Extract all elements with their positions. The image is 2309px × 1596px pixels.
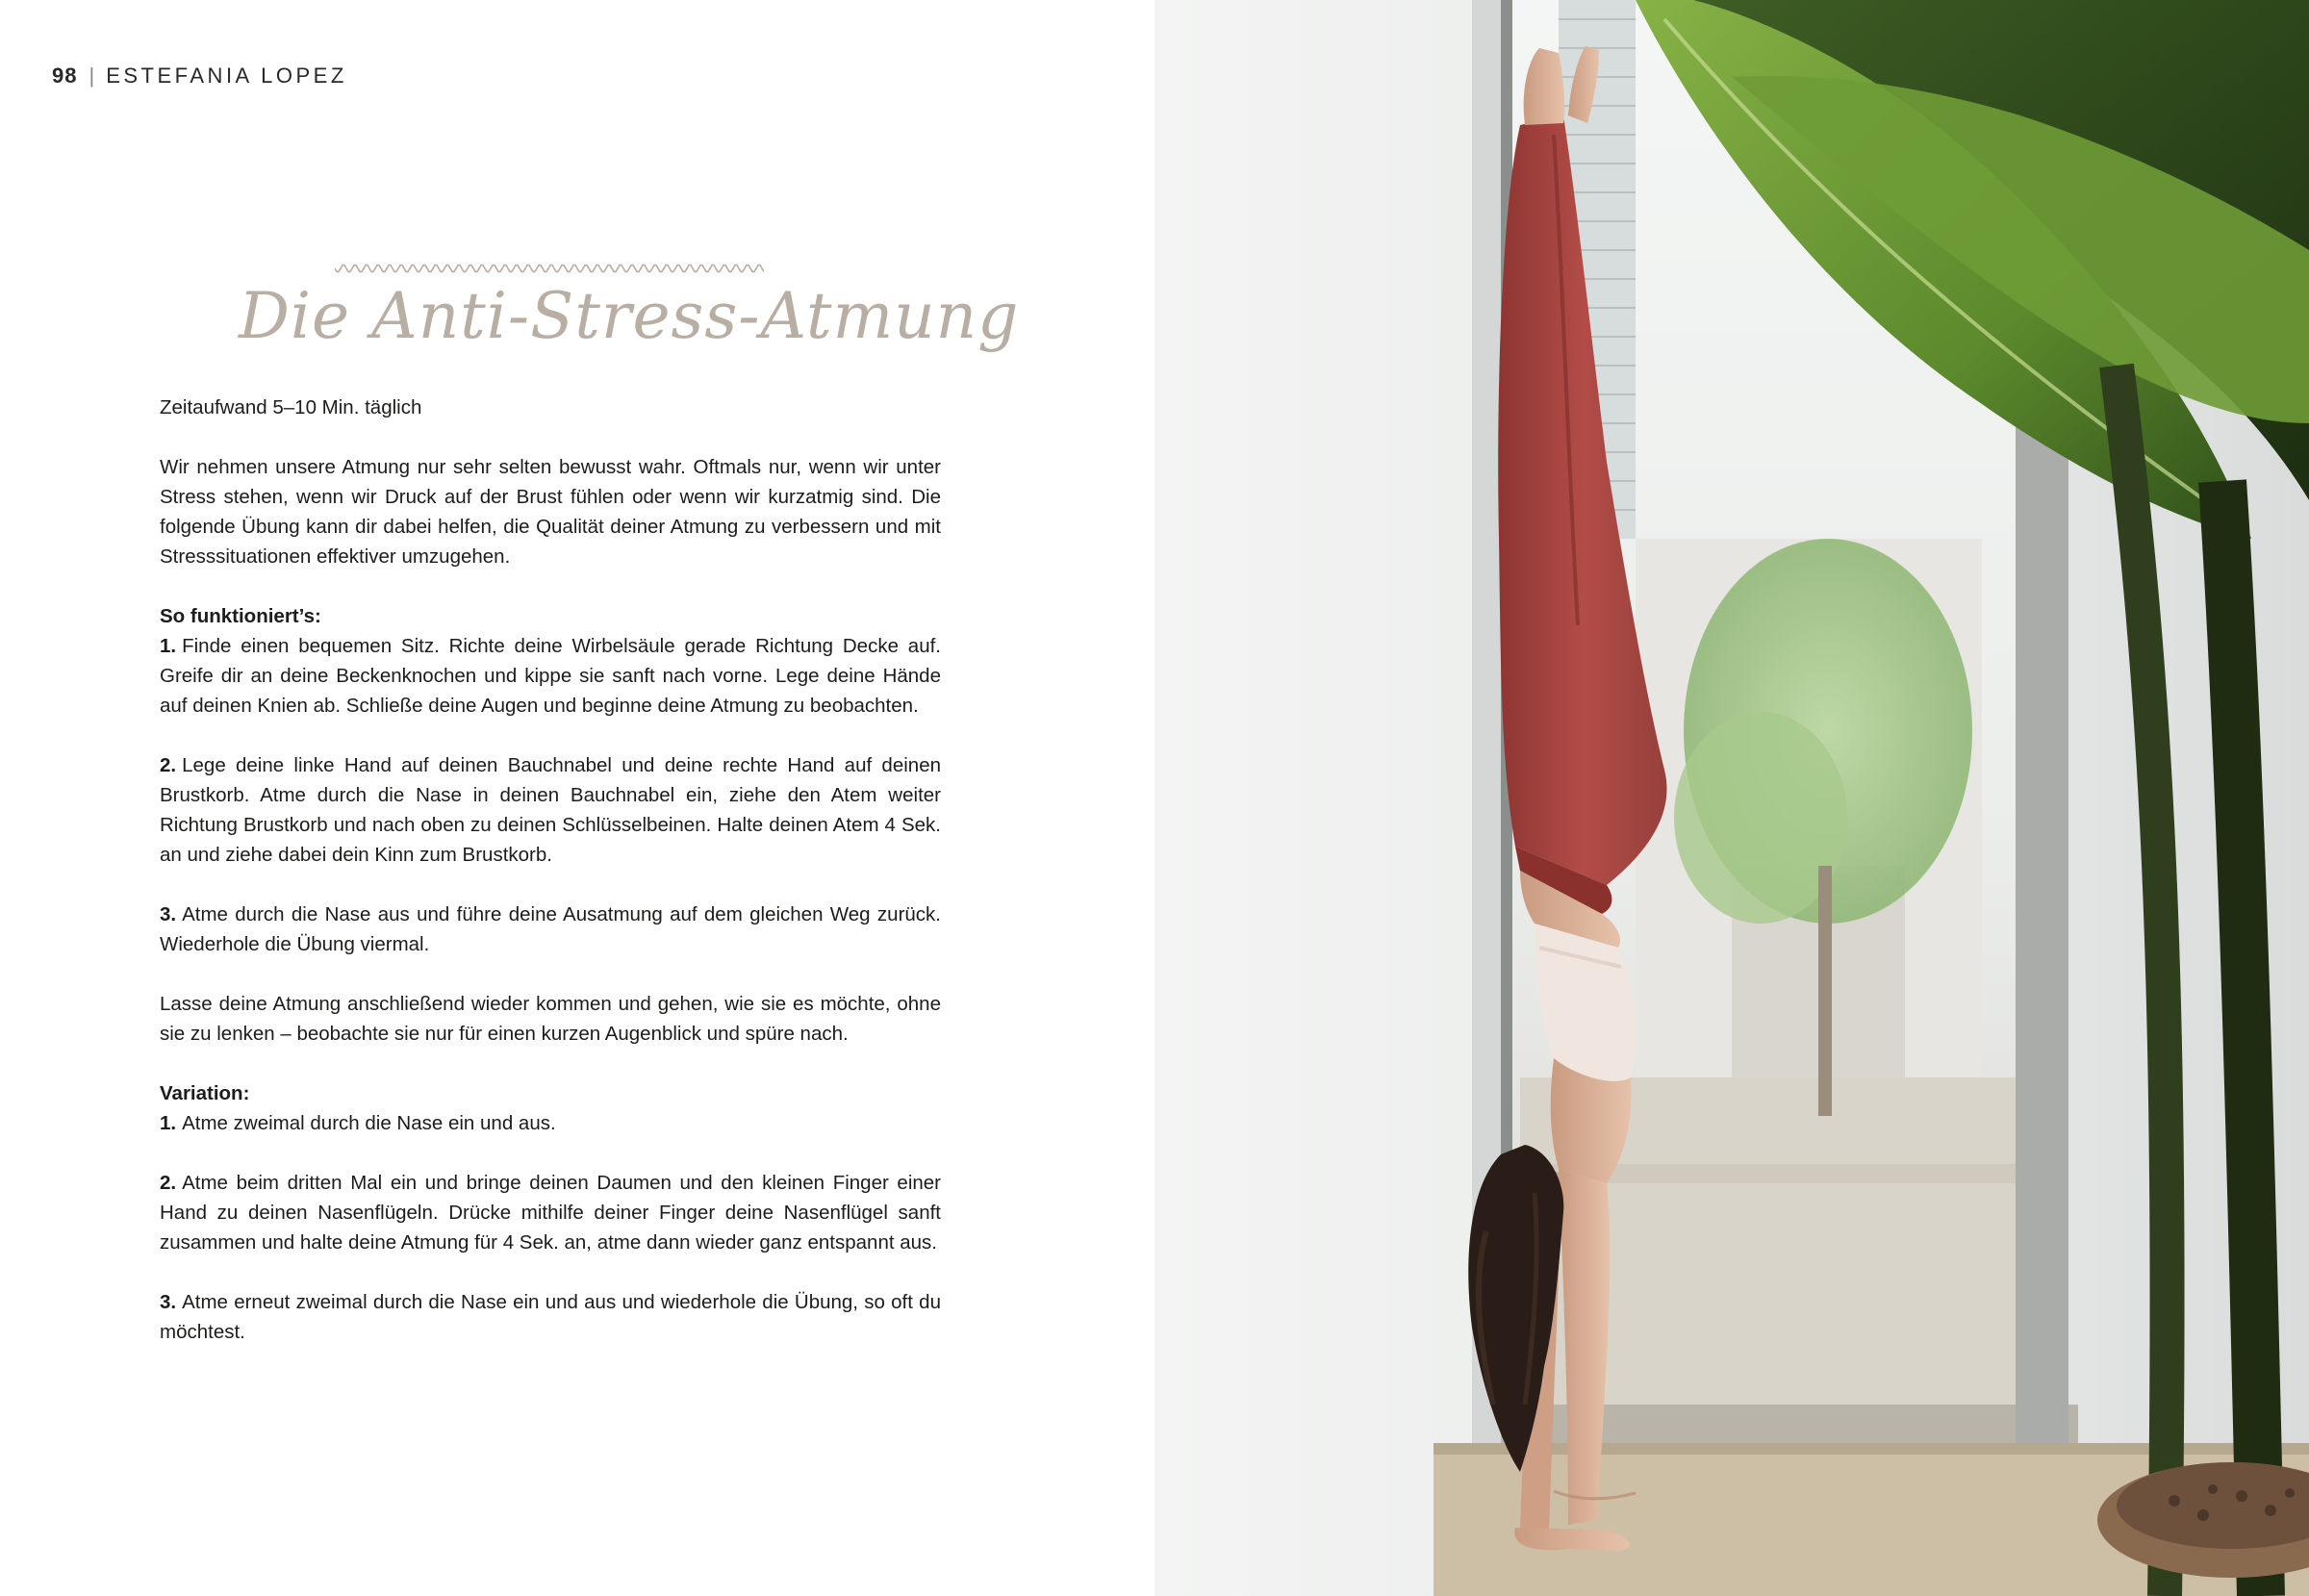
- time-requirement: Zeitaufwand 5–10 Min. täglich: [160, 396, 422, 418]
- step-text: Finde einen bequemen Sitz. Richte deine Wirbelsäule gerade Richtung Decke auf. Greife dir an deine Beckenknochen und kippe sie sanft nach vorne. Lege deine Hände auf deinen Knien ab. Schließe deine Augen und beginne deine Atmung zu beobachten.: [160, 635, 941, 717]
- step-text: Atme zweimal durch die Nase ein und aus.: [182, 1112, 556, 1134]
- intro-paragraph: Wir nehmen unsere Atmung nur sehr selten bewusst wahr. Oftmals nur, wenn wir unter Stress stehen, wenn wir Druck auf der Brust fühlen oder wenn wir kurzatmig sind. Die folgende Übung kann dir dabei helfen, die Qualität deiner Atmung zu verbessern und mit Stresssituationen effektiver umzugehen.: [160, 456, 941, 568]
- variation-step-1: [160, 1108, 941, 1138]
- closing-paragraph: Lasse deine Atmung anschließend wieder kommen und gehen, wie sie es möchte, ohne sie zu lenken – beobachte sie nur für einen kurzen Augenblick und spüre nach.: [160, 993, 941, 1045]
- step-number: 2.: [160, 1172, 177, 1194]
- handstand-photo: [1154, 0, 2309, 1596]
- step-text: Lege deine linke Hand auf deinen Bauchnabel und deine rechte Hand auf deinen Brustkorb. Atme durch die Nase in deinen Bauchnabel ein, ziehe den Atem weiter Richtung Brustkorb und nach oben zu deinen Schlüsselbeinen. Halte deinen Atem 4 Sek. an und ziehe dabei dein Kinn zum Brustkorb.: [160, 754, 941, 866]
- step-number: 3.: [160, 1291, 177, 1313]
- chapter-title: Die Anti-Stress-Atmung: [239, 279, 1020, 353]
- step-2: [160, 750, 941, 870]
- page-number: 98: [52, 63, 78, 88]
- author-name: ESTEFANIA LOPEZ: [106, 63, 347, 88]
- step-number: 1.: [160, 1112, 177, 1134]
- running-head: [52, 63, 347, 89]
- step-number: 1.: [160, 635, 177, 657]
- step-text: Atme beim dritten Mal ein und bringe deinen Daumen und den kleinen Finger einer Hand zu deinen Nasenflügeln. Drücke mithilfe deiner Finger deine Nasenflügel sanft zusammen und halte deine Atmung für 4 Sek. an, atme dann wieder ganz entspannt aus.: [160, 1172, 941, 1254]
- step-text: Atme durch die Nase aus und führe deine Ausatmung auf dem gleichen Weg zurück. Wiederhole die Übung viermal.: [160, 903, 941, 955]
- how-it-works-heading: So funktioniert’s:: [160, 605, 321, 627]
- step-3: [160, 899, 941, 959]
- photo-illustration: [1154, 0, 2309, 1596]
- wavy-ornament: [335, 262, 764, 275]
- running-head-separator: |: [89, 63, 95, 88]
- step-number: 2.: [160, 754, 177, 776]
- body-text: [160, 393, 941, 1377]
- variation-step-3: [160, 1287, 941, 1347]
- step-text: Atme erneut zweimal durch die Nase ein und aus und wiederhole die Übung, so oft du möchtest.: [160, 1291, 941, 1343]
- variation-heading: Variation:: [160, 1082, 250, 1104]
- text-page: [0, 0, 1154, 1596]
- step-number: 3.: [160, 903, 177, 925]
- variation-step-2: [160, 1168, 941, 1257]
- step-1: [160, 631, 941, 721]
